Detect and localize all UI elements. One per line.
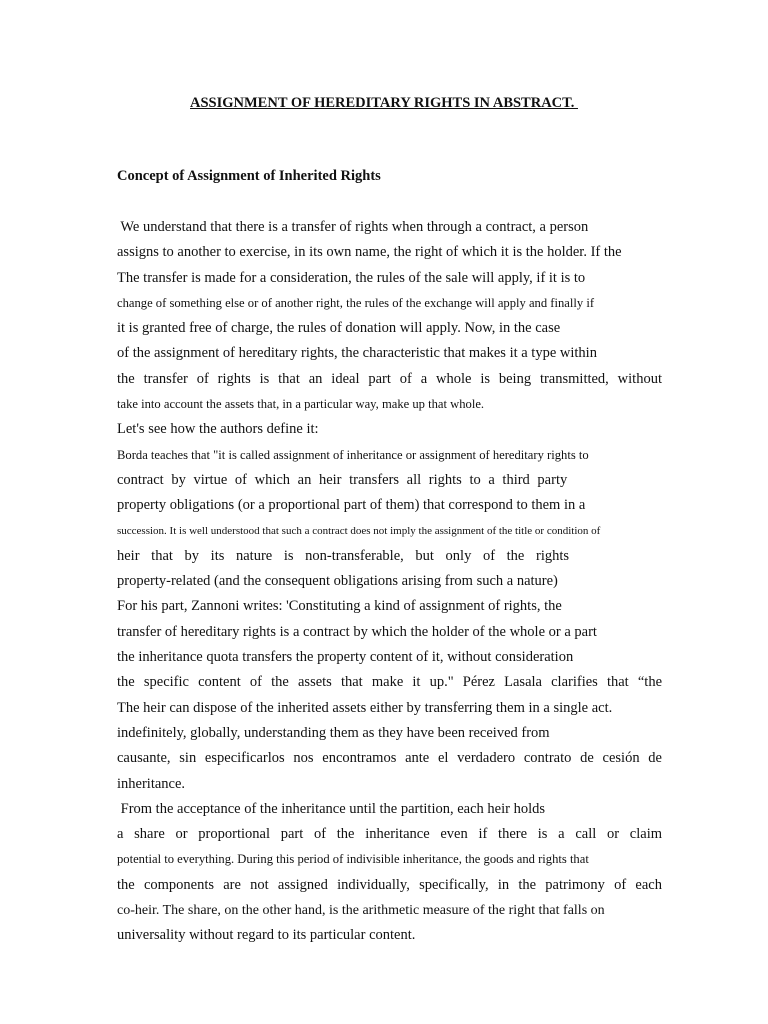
body-line: universality without regard to its particular content. [117,927,416,944]
body-line: heir that by its nature is non-transferable, but only of the rights [117,547,570,564]
body-line: take into account the assets that, in a particular way, make up that whole. [117,397,485,412]
body-line: a share or proportional part of the inheritance even if there is a call or claim [117,826,662,843]
body-line: it is granted free of charge, the rules of donation will apply. Now, in the case [117,320,561,337]
body-line: change of something else or of another right, the rules of the exchange will apply and finally if [117,295,595,310]
body-line: transfer of hereditary rights is a contract by which the holder of the whole or a part [117,623,597,640]
body-line: the inheritance quota transfers the property content of it, without consideration [117,649,574,666]
body-line: We understand that there is a transfer of rights when through a contract, a person [117,219,589,235]
body-line: succession. It is well understood that such a contract does not imply the assignment of the title or condition of [117,524,601,537]
body-line: the specific content of the assets that make it up." Pérez Lasala clarifies that “the [117,674,662,691]
body-line: co-heir. The share, on the other hand, is the arithmetic measure of the right that falls on [117,903,605,919]
body-line: inheritance. [117,775,186,792]
document-body [117,215,662,949]
body-line: causante, sin especificarlos nos encontramos ante el verdadero contrato de cesión de [117,750,662,767]
body-line: indefinitely, globally, understanding them as they have been received from [117,724,550,741]
body-line: property obligations (or a proportional part of them) that correspond to them in a [117,497,586,514]
body-line: potential to everything. During this period of indivisible inheritance, the goods and rights that [117,852,589,867]
body-line: the transfer of rights is that an ideal part of a whole is being transmitted, without [117,370,662,387]
body-line: property-related (and the consequent obligations arising from such a nature) [117,573,558,590]
body-line: The heir can dispose of the inherited assets either by transferring them in a single act. [117,699,613,716]
body-line: From the acceptance of the inheritance until the partition, each heir holds [117,800,545,817]
document-title: ASSIGNMENT OF HEREDITARY RIGHTS IN ABSTRACT. [190,95,578,111]
body-line: contract by virtue of which an heir transfers all rights to a third party [117,471,568,488]
body-line: assigns to another to exercise, in its own name, the right of which it is the holder. If the [117,244,622,261]
body-line: Let's see how the authors define it: [117,421,319,438]
body-line: of the assignment of hereditary rights, the characteristic that makes it a type within [117,345,597,362]
body-line: Borda teaches that "it is called assignment of inheritance or assignment of hereditary rights to [117,447,589,462]
body-line: the components are not assigned individually, specifically, in the patrimony of each [117,876,662,893]
body-line: The transfer is made for a consideration, the rules of the sale will apply, if it is to [117,269,586,286]
body-line: For his part, Zannoni writes: 'Constituting a kind of assignment of rights, the [117,598,562,615]
section-heading: Concept of Assignment of Inherited Rights [117,168,381,184]
